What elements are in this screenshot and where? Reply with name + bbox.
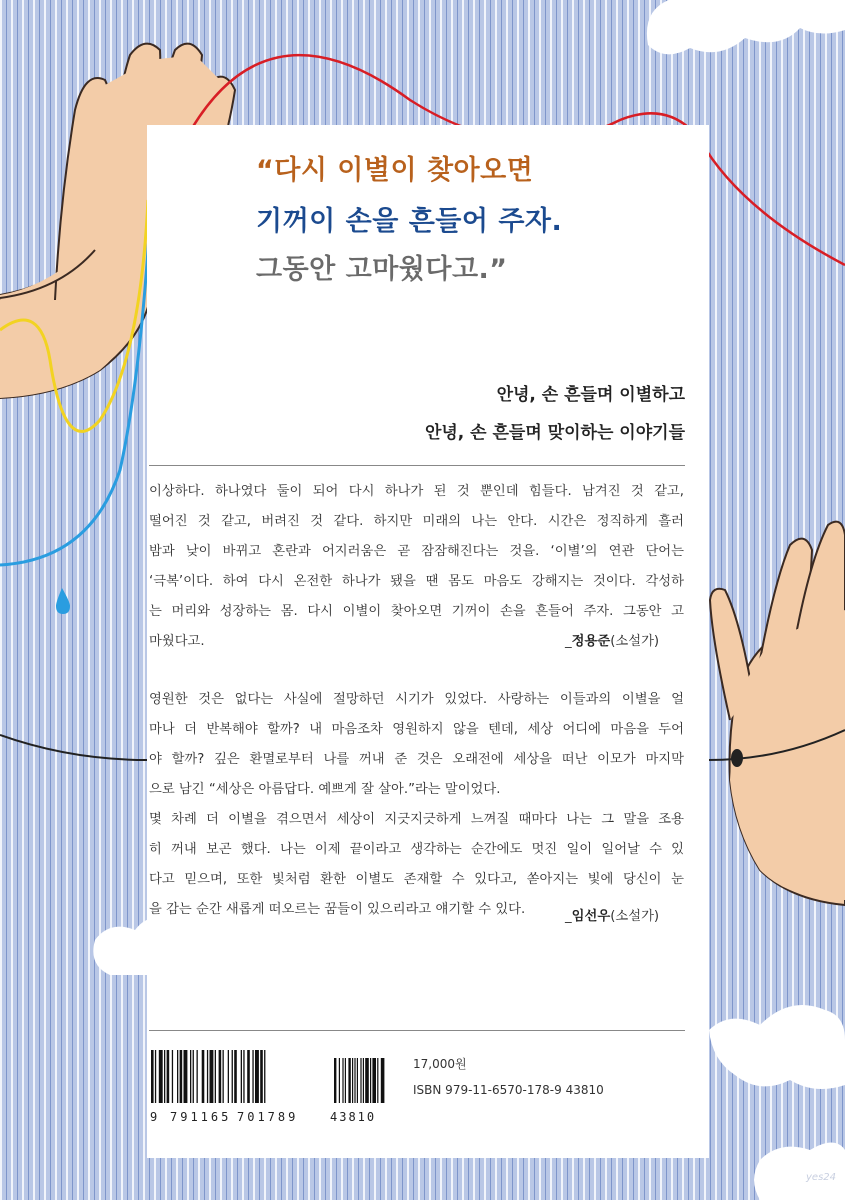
review-2-line: 히 꺼내 보곤 했다. 나는 이제 끝이라고 생각하는 순간에도 멋진 일이 일어날 수 있 [149, 842, 684, 857]
review-2-line: 으로 남긴 “세상은 아름답다. 예쁘게 잘 살아.”라는 말이었다. [149, 782, 501, 797]
quote-line-3: 그동안 고마웠다고.” [256, 254, 508, 285]
author-prefix: _ [565, 909, 572, 924]
review-1-author [565, 630, 659, 649]
right-hand [710, 522, 845, 905]
isbn: ISBN 979-11-6570-178-9 43810 [413, 1083, 604, 1097]
watermark: yes24 [806, 1172, 837, 1183]
price: 17,000원 [413, 1057, 467, 1071]
review-1-line: 떨어진 것 같고, 버려진 것 같다. 하지만 미래의 나는 안다. 시간은 정직하게 흘러 [149, 514, 684, 529]
barcode-digit-lead: 9 [150, 1110, 158, 1124]
review-2-line: 을 감는 순간 새롭게 떠오르는 꿈들이 있으리라고 얘기할 수 있다. [149, 902, 526, 917]
review-2-line: 영원한 것은 없다는 사실에 절망하던 시기가 있었다. 사랑하는 이들과의 이별을 얼 [149, 692, 684, 707]
cloud-top-right [647, 0, 845, 54]
author-prefix: _ [565, 634, 572, 649]
quote-line-1: “다시 이별이 찾아오면 [256, 155, 534, 186]
barcode [149, 1050, 392, 1103]
review-2-line: 다고 믿으며, 또한 빛처럼 환한 이별도 존재할 수 있다고, 쏟아지는 빛에 당신이 눈 [149, 872, 684, 887]
cloud-bottom-right [709, 1005, 845, 1089]
review-2-line: 몇 차례 더 이별을 겪으면서 세상이 지긋지긋하게 느껴질 때마다 나는 그 말을 조용 [149, 812, 684, 827]
review-1-line: ‘극복’이다. 하여 다시 온전한 하나가 됐을 땐 몸도 마음도 강해지는 것이다. 각성하 [149, 574, 684, 589]
subtitle-line-2: 안녕, 손 흔들며 맞이하는 이야기들 [424, 423, 685, 443]
review-2 [149, 685, 684, 925]
quote-line-2: 기꺼이 손을 흔들어 주자. [256, 206, 563, 237]
review-2-line: 야 할까? 깊은 환멸로부터 나를 꺼내 준 것은 오래전에 세상을 떠난 이모가 마지막 [149, 752, 684, 767]
barcode-digits-group-2: 701789 [237, 1110, 299, 1124]
subtitle-line-1: 안녕, 손 흔들며 이별하고 [496, 385, 685, 405]
top-divider [149, 465, 685, 466]
review-1-line: 밤과 낮이 바뀌고 혼란과 어지러움은 곧 잠잠해진다는 것을. ‘이별’의 연관 단어는 [149, 544, 684, 559]
review-1-line: 는 머리와 성장하는 몸. 다시 이별이 찾아오면 기꺼이 손을 흔들어 주자. 그동안 고 [149, 604, 684, 619]
review-1-line: 이상하다. 하나였다 둘이 되어 다시 하나가 된 것 뿐인데 힘들다. 남겨진 것 같고, [149, 484, 684, 499]
author-name: 임선우 [571, 909, 611, 924]
blue-drop [56, 588, 70, 614]
author-role: (소설가) [610, 909, 660, 924]
review-2-author [565, 905, 659, 924]
barcode-addon-digits: 43810 [330, 1110, 377, 1124]
author-role: (소설가) [610, 634, 660, 649]
review-1-line: 마웠다고. [149, 634, 205, 649]
bottom-divider [149, 1030, 685, 1031]
barcode-digits-group-1: 791165 [170, 1110, 232, 1124]
review-2-line: 마나 더 반복해야 할까? 내 마음조차 영원하지 않을 텐데, 세상 어디에 마음을 두어 [149, 722, 684, 737]
author-name: 정용준 [571, 634, 611, 649]
